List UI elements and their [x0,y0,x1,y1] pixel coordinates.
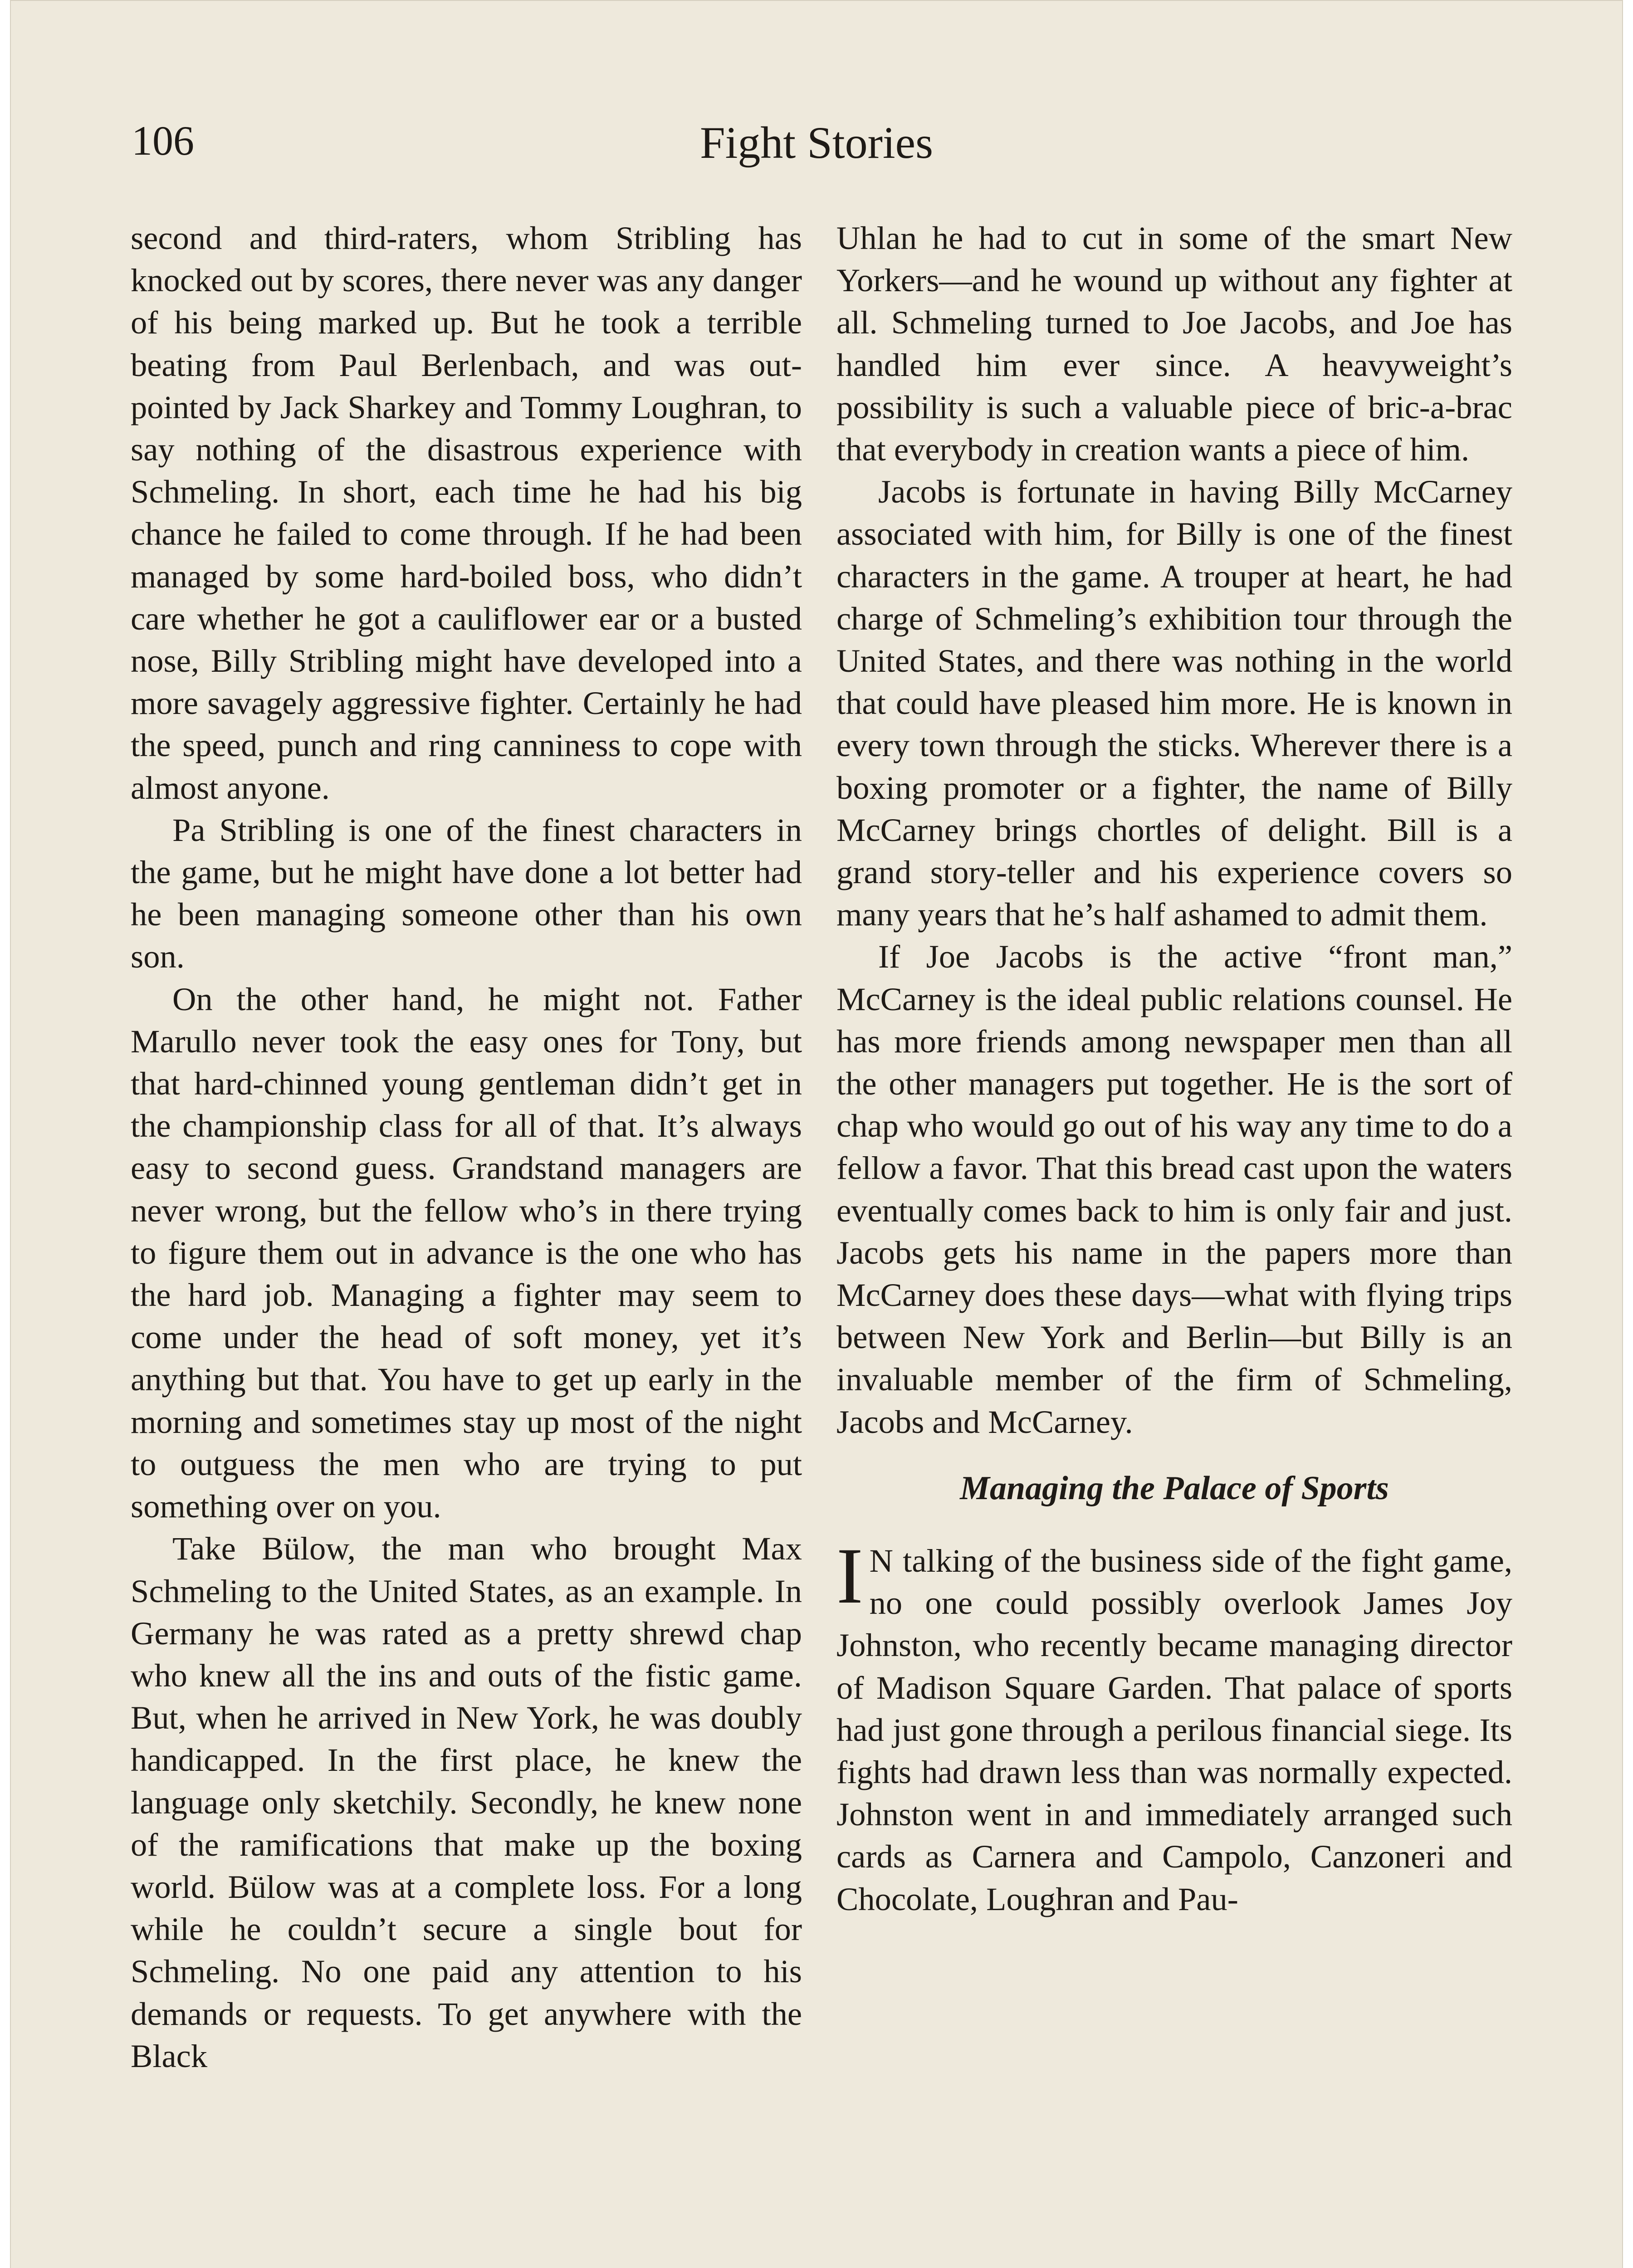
paragraph: Uhlan he had to cut in some of the smart New Yorkers—and he wound up without any fighter at all. Schmeling turned to Joe Jacobs, and Joe has handled him ever since. A heavyweight’s possibility is such a valuable piece of bric-a-brac that everybody in creation wants a piece of him. [836,220,1512,468]
paragraph: On the other hand, he might not. Father Marullo never took the easy ones for Tony, but that hard-chinned young gentleman didn’t get in the championship class for all of that. It’s always easy to second guess. Grandstand managers are never wrong, but the fellow who’s in there trying to figure them out in advance is the one who has the hard job. Managing a fighter may seem to come under the head of soft money, yet it’s anything but that. You have to get up early in the morning and sometimes stay up most of the night to outguess the men who are trying to put something over on you. [131,980,802,1525]
paragraph: Take Bülow, the man who brought Max Schmeling to the United States, as an example. In Germany he was rated as a pretty shrewd chap who knew all the ins and outs of the fistic game. But, when he arrived in New York, he was doubly handicapped. In the first place, he knew the language only sketchily. Secondly, he knew none of the ramifications that make up the boxing world. Bülow was at a complete loss. For a long while he couldn’t secure a single bout for Schmeling. No one paid any attention to his demands or requests. To get anywhere with the Black [131,1530,802,2074]
page-number: 106 [132,117,194,164]
paragraph: Pa Stribling is one of the finest characters in the game, but he might have done a lot better had he been managing someone other than his own son. [131,811,802,975]
page-header [10,113,1623,172]
paragraph-text: N talking of the business side of the fight game, no one could possibly overlook James Joy Johnston, who recently became managing director of Madison Square Garden. That palace of sports had just gone through a perilous financial siege. Its fights had drawn less than was normally expected. Johnston went in and immediately arranged such cards as Carnera and Campolo, Canzoneri and Chocolate, Loughran and Pau- [836,1542,1512,1917]
paragraph: Jacobs is fortunate in having Billy McCarney associated with him, for Billy is one of the finest characters in the game. A trouper at heart, he had charge of Schmeling’s exhibition tour through the United States, and there was nothing in the world that could have pleased him more. He is known in every town through the sticks. Wherever there is a boxing promoter or a fighter, the name of Billy McCarney brings chortles of delight. Bill is a grand story-teller and his experience covers so many years that he’s half ashamed to admit them. [836,473,1512,933]
magazine-page [10,0,1623,2268]
drop-cap: I [836,1531,863,1620]
paragraph [836,1531,1512,1920]
paragraph: second and third-raters, whom Stribling has knocked out by scores, there never was any danger of his being marked up. But he took a terrible beating from Paul Berlenbach, and was out-pointed by Jack Sharkey and Tommy Loughran, to say nothing of the disastrous experience with Schmeling. In short, each time he had his big chance he failed to come through. If he had been managed by some hard-boiled boss, who didn’t care whether he got a cauliflower ear or a busted nose, Billy Stribling might have developed into a more savagely aggressive fighter. Certainly he had the speed, punch and ring canniness to cope with almost anyone. [131,220,802,806]
running-title: Fight Stories [700,117,933,168]
left-column [131,217,802,2077]
section-heading: Managing the Palace of Sports [960,1469,1389,1507]
right-column [836,217,1512,1920]
paragraph: If Joe Jacobs is the active “front man,” McCarney is the ideal public relations counsel. He has more friends among newspaper men than all the other managers put together. He is the sort of chap who would go out of his way any time to do a fellow a favor. That this bread cast upon the waters eventually comes back to him is only fair and just. Jacobs gets his name in the papers more than McCarney does these days—what with flying trips between New York and Berlin—but Billy is an invaluable member of the firm of Schmeling, Jacobs and McCarney. [836,938,1512,1440]
